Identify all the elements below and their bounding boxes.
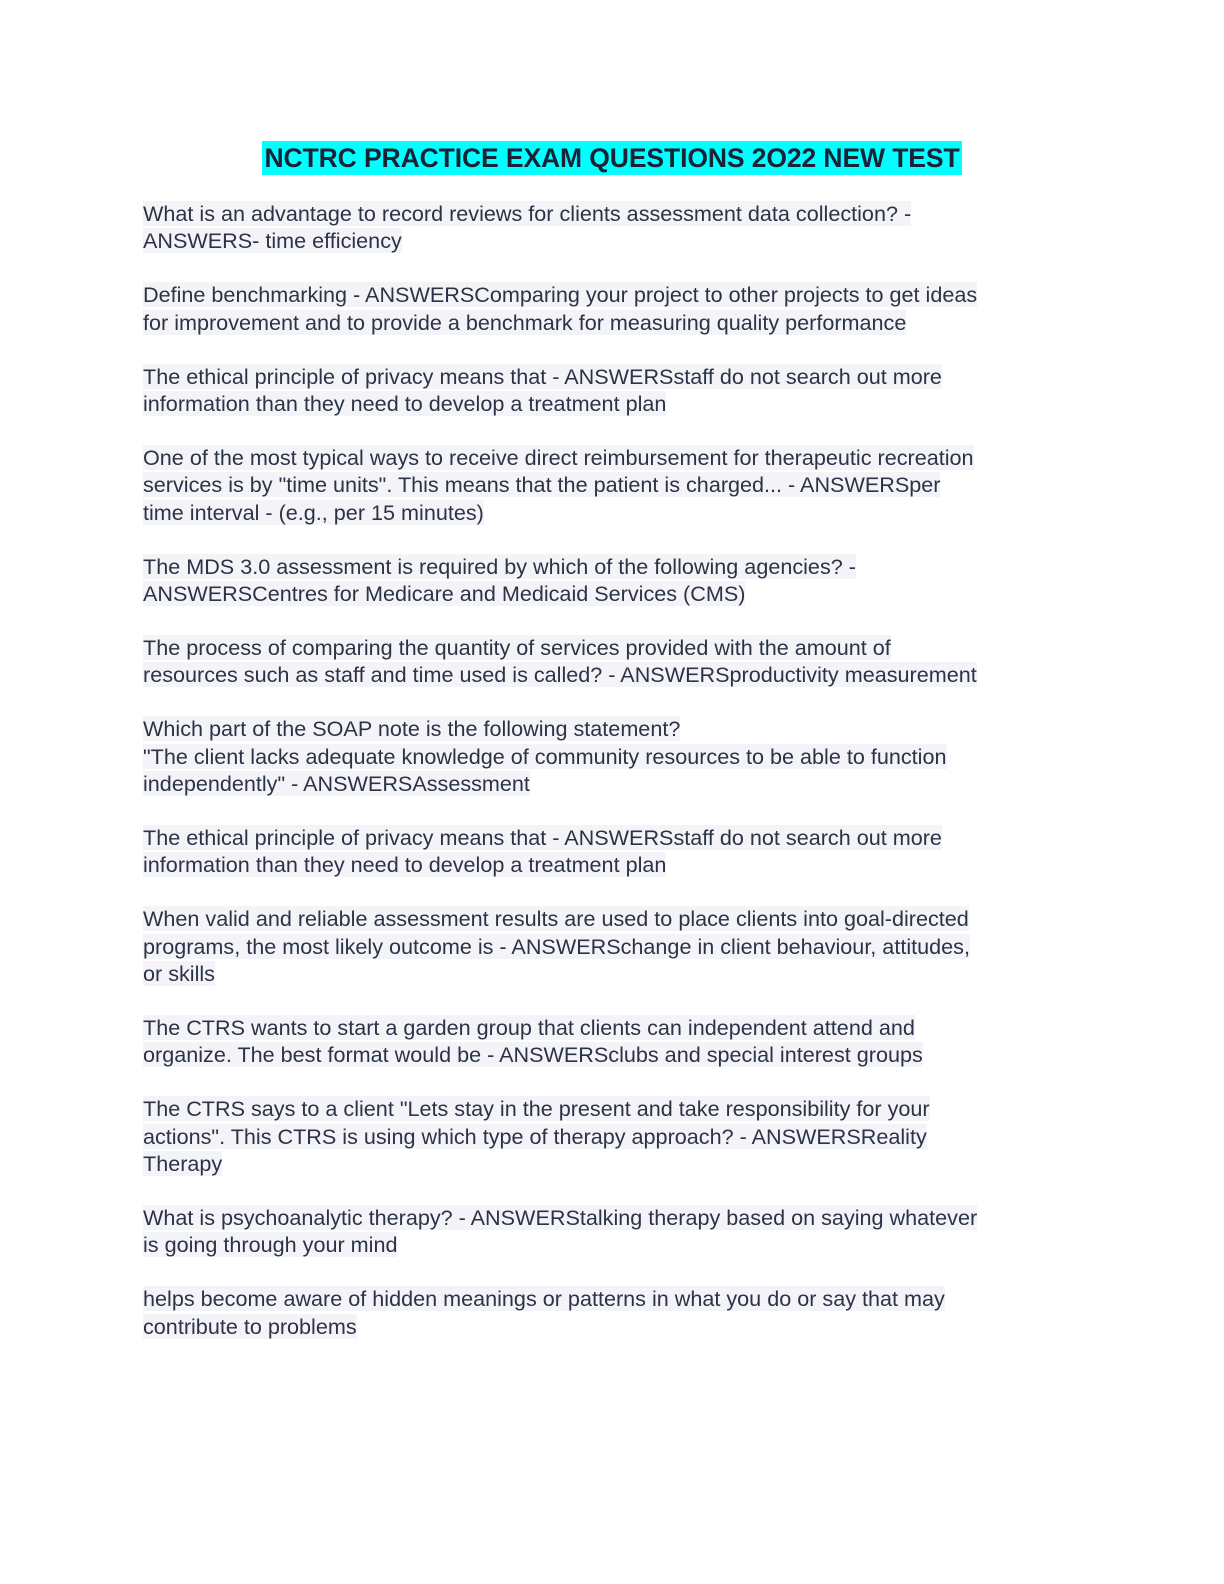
qa-line [143,580,1083,607]
qa-line-text: time interval - (e.g., per 15 minutes) [143,499,484,525]
qa-line-text: contribute to problems [143,1313,357,1339]
qa-line-text: "The client lacks adequate knowledge of community resources to be able to function [143,743,947,769]
qa-item [143,200,1083,255]
qa-item [143,363,1083,418]
qa-line [143,770,1083,797]
qa-line-text: is going through your mind [143,1232,398,1258]
qa-item [143,1285,1083,1340]
qa-line [143,1095,1083,1122]
qa-line-text: ANSWERS- time efficiency [143,228,402,254]
qa-line [143,1313,1083,1340]
qa-line-text: independently" - ANSWERSAssessment [143,771,530,797]
qa-item [143,715,1083,797]
qa-line-text: Define benchmarking - ANSWERSComparing your project to other projects to get ideas [143,282,978,308]
qa-item [143,444,1083,526]
qa-line [143,824,1083,851]
qa-line-text: The ethical principle of privacy means that - ANSWERSstaff do not search out more [143,825,942,850]
qa-item [143,905,1083,987]
qa-line-text: or skills [143,961,215,987]
qa-line-text: The MDS 3.0 assessment is required by which of the following agencies? - [143,553,856,579]
qa-line-text: When valid and reliable assessment results are used to place clients into goal-directed [143,906,969,932]
qa-line-text: resources such as staff and time used is called? - ANSWERSproductivity measurement [143,662,977,688]
qa-item [143,553,1083,608]
qa-line-text: helps become aware of hidden meanings or patterns in what you do or say that may [143,1286,945,1312]
qa-line [143,444,1083,471]
qa-line-text: Therapy [143,1151,223,1177]
qa-line-text: programs, the most likely outcome is - ANSWERSchange in client behaviour, attitudes, [143,933,970,959]
qa-line [143,1014,1083,1041]
qa-line [143,1204,1083,1231]
qa-line [143,851,1083,878]
qa-line-text: What is psychoanalytic therapy? - ANSWERStalking therapy based on saying whatever [143,1205,978,1231]
qa-line-text: Which part of the SOAP note is the following statement? [143,716,681,742]
qa-line [143,309,1083,336]
qa-line-text: services is by "time units". This means that the patient is charged... - ANSWERSper [143,472,941,498]
qa-line [143,553,1083,580]
qa-line [143,1150,1083,1177]
qa-item [143,1014,1083,1069]
qa-line-text: actions". This CTRS is using which type of therapy approach? - ANSWERSReality [143,1123,927,1149]
qa-line [143,715,1083,742]
title-container [0,141,1224,175]
qa-item [143,1204,1083,1259]
qa-line-text: The CTRS wants to start a garden group that clients can independent attend and [143,1015,915,1041]
qa-line [143,634,1083,661]
qa-list [143,200,1083,1367]
qa-line-text: The CTRS says to a client "Lets stay in the present and take responsibility for your [143,1096,930,1122]
qa-item [143,824,1083,879]
qa-line [143,1041,1083,1068]
qa-line [143,1285,1083,1312]
qa-line-text: organize. The best format would be - ANSWERSclubs and special interest groups [143,1042,923,1068]
qa-item [143,1095,1083,1177]
qa-line [143,200,1083,227]
qa-line-text: information than they need to develop a treatment plan [143,391,667,417]
qa-line-text: What is an advantage to record reviews for clients assessment data collection? - [143,201,912,226]
qa-line-text: ANSWERSCentres for Medicare and Medicaid Services (CMS) [143,581,746,607]
qa-item [143,634,1083,689]
qa-line-text: The process of comparing the quantity of services provided with the amount of [143,634,891,660]
qa-line [143,661,1083,688]
qa-line-text: for improvement and to provide a benchmark for measuring quality performance [143,309,907,335]
qa-line [143,1123,1083,1150]
document-title: NCTRC PRACTICE EXAM QUESTIONS 2O22 NEW TEST [264,143,960,173]
qa-line-text: information than they need to develop a treatment plan [143,852,667,878]
qa-item [143,281,1083,336]
qa-line [143,390,1083,417]
qa-line-text: One of the most typical ways to receive direct reimbursement for therapeutic recreation [143,444,974,470]
qa-line [143,743,1083,770]
qa-line [143,363,1083,390]
qa-line-text: The ethical principle of privacy means that - ANSWERSstaff do not search out more [143,363,942,389]
qa-line [143,227,1083,254]
qa-line [143,281,1083,308]
qa-line [143,1231,1083,1258]
qa-line [143,933,1083,960]
qa-line [143,960,1083,987]
qa-line [143,471,1083,498]
qa-line [143,905,1083,932]
qa-line [143,499,1083,526]
